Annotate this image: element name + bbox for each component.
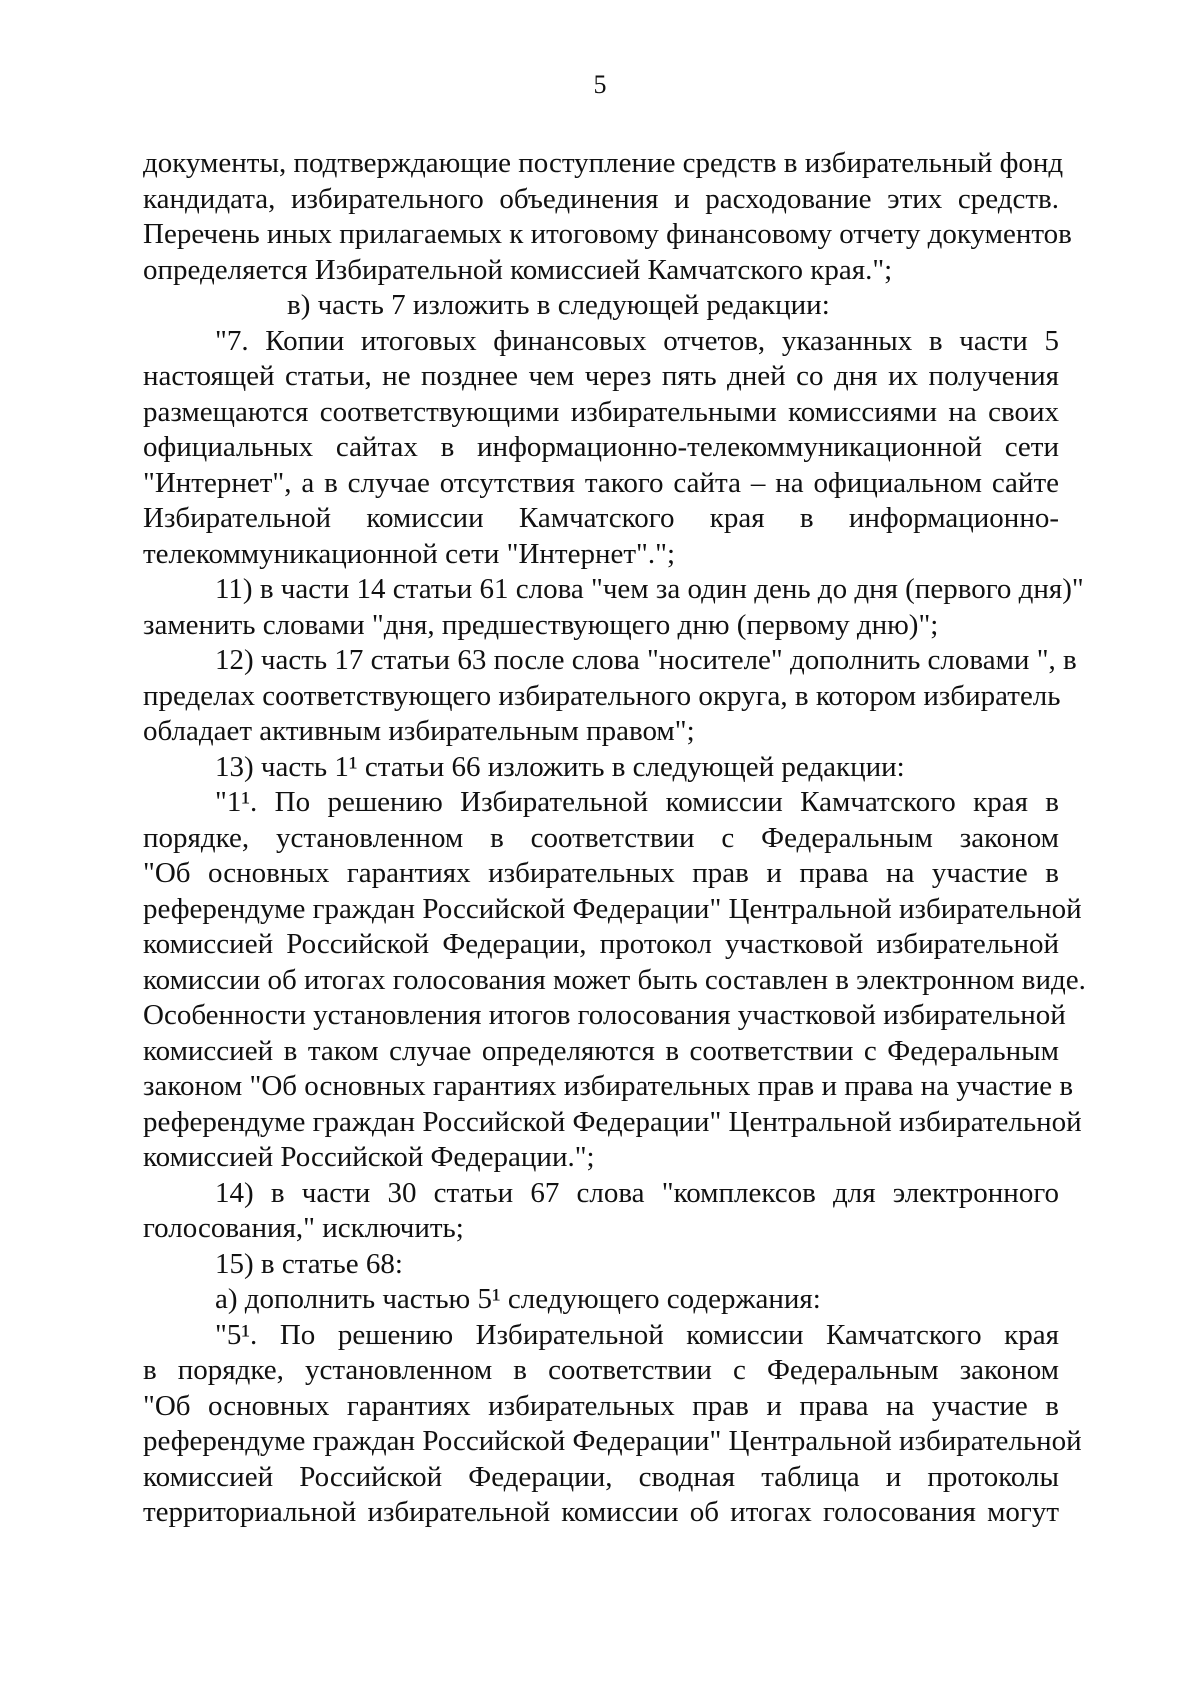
text-line: комиссии об итогах голосования может быть составлен в электронном виде. [143, 963, 1086, 996]
text-line: определяется Избирательной комиссией Камчатского края."; [143, 253, 893, 286]
text-line: референдуме граждан Российской Федерации" Центральной избирательной [143, 1105, 1082, 1138]
paragraph-part-1-1-text [143, 785, 1086, 1176]
text-line: "7. Копии итоговых финансовых отчетов, указанных в части 5 [215, 324, 1059, 357]
text-line: настоящей статьи, не позднее чем через пять дней со дня их получения [143, 360, 1059, 392]
document-body [143, 146, 1086, 1531]
text-line: пределах соответствующего избирательного округа, в котором избиратель [143, 679, 1061, 712]
text-line: "1¹. По решению Избирательной комиссии Камчатского края в [215, 786, 1059, 818]
text-line: 11) в части 14 статьи 61 слова "чем за один день до дня (первого дня)" [215, 573, 1084, 605]
paragraph-item-15a [143, 1282, 1059, 1318]
text-line: 15) в статье 68: [215, 1247, 403, 1280]
text-line: Особенности установления итогов голосования участковой избирательной [143, 999, 1066, 1031]
text-line: телекоммуникационной сети "Интернет"."; [143, 537, 675, 570]
text-line: "5¹. По решению Избирательной комиссии Камчатского края [215, 1318, 1059, 1351]
text-line: документы, подтверждающие поступление средств в избирательный фонд [143, 147, 1064, 179]
text-line: порядке, установленном в соответствии с Федеральным законом [143, 821, 1059, 854]
text-line: обладает активным избирательным правом"; [143, 715, 695, 747]
text-line: кандидата, избирательного объединения и расходование этих средств. [143, 182, 1059, 215]
paragraph-final-report-documents [143, 146, 1072, 288]
paragraph-part-5-1-text [143, 1318, 1082, 1531]
text-line: комиссией Российской Федерации."; [143, 1141, 595, 1173]
text-line: размещаются соответствующими избирательными комиссиями на своих [143, 395, 1059, 428]
text-line: заменить словами "дня, предшествующего дню (первому дню)"; [143, 608, 939, 641]
text-line: Перечень иных прилагаемых к итоговому финансовому отчету документов [143, 218, 1072, 250]
paragraph-item-11 [143, 572, 1084, 643]
paragraph-item-12 [143, 643, 1077, 750]
text-line: комиссией Российской Федерации, протокол участковой избирательной [143, 928, 1059, 960]
text-line: "Об основных гарантиях избирательных прав и права на участие в [143, 857, 1059, 889]
paragraph-item-14 [143, 1176, 1059, 1247]
paragraph-part-7-text [143, 324, 1059, 573]
text-line: референдуме граждан Российской Федерации" Центральной избирательной [143, 892, 1082, 925]
text-line: "Об основных гарантиях избирательных прав и права на участие в [143, 1389, 1059, 1422]
text-line: 13) часть 1¹ статьи 66 изложить в следующей редакции: [215, 750, 905, 783]
text-line: территориальной избирательной комиссии об итогах голосования могут [143, 1496, 1059, 1528]
text-line: 12) часть 17 статьи 63 после слова "носителе" дополнить словами ", в [215, 644, 1077, 676]
paragraph-item-13 [143, 750, 1059, 786]
text-line: официальных сайтах в информационно-телекоммуникационной сети [143, 431, 1059, 463]
text-line: в) часть 7 изложить в следующей редакции: [287, 289, 830, 321]
paragraph-item-15 [143, 1247, 1059, 1283]
text-line: в порядке, установленном в соответствии с Федеральным законом [143, 1354, 1059, 1386]
page-number: 5 [593, 70, 607, 99]
text-line: комиссией Российской Федерации, сводная таблица и протоколы [143, 1460, 1059, 1493]
paragraph-part-7-heading [143, 288, 1059, 324]
text-line: референдуме граждан Российской Федерации" Центральной избирательной [143, 1425, 1082, 1457]
text-line: а) дополнить частью 5¹ следующего содержания: [215, 1283, 821, 1315]
text-line: законом "Об основных гарантиях избирательных прав и права на участие в [143, 1070, 1074, 1102]
text-line: голосования," исключить; [143, 1212, 464, 1244]
text-line: 14) в части 30 статьи 67 слова "комплексов для электронного [215, 1176, 1059, 1209]
text-line: комиссией в таком случае определяются в соответствии с Федеральным [143, 1034, 1059, 1067]
text-line: Избирательной комиссии Камчатского края в информационно- [143, 502, 1059, 534]
text-line: "Интернет", а в случае отсутствия такого сайта – на официальном сайте [143, 466, 1059, 499]
